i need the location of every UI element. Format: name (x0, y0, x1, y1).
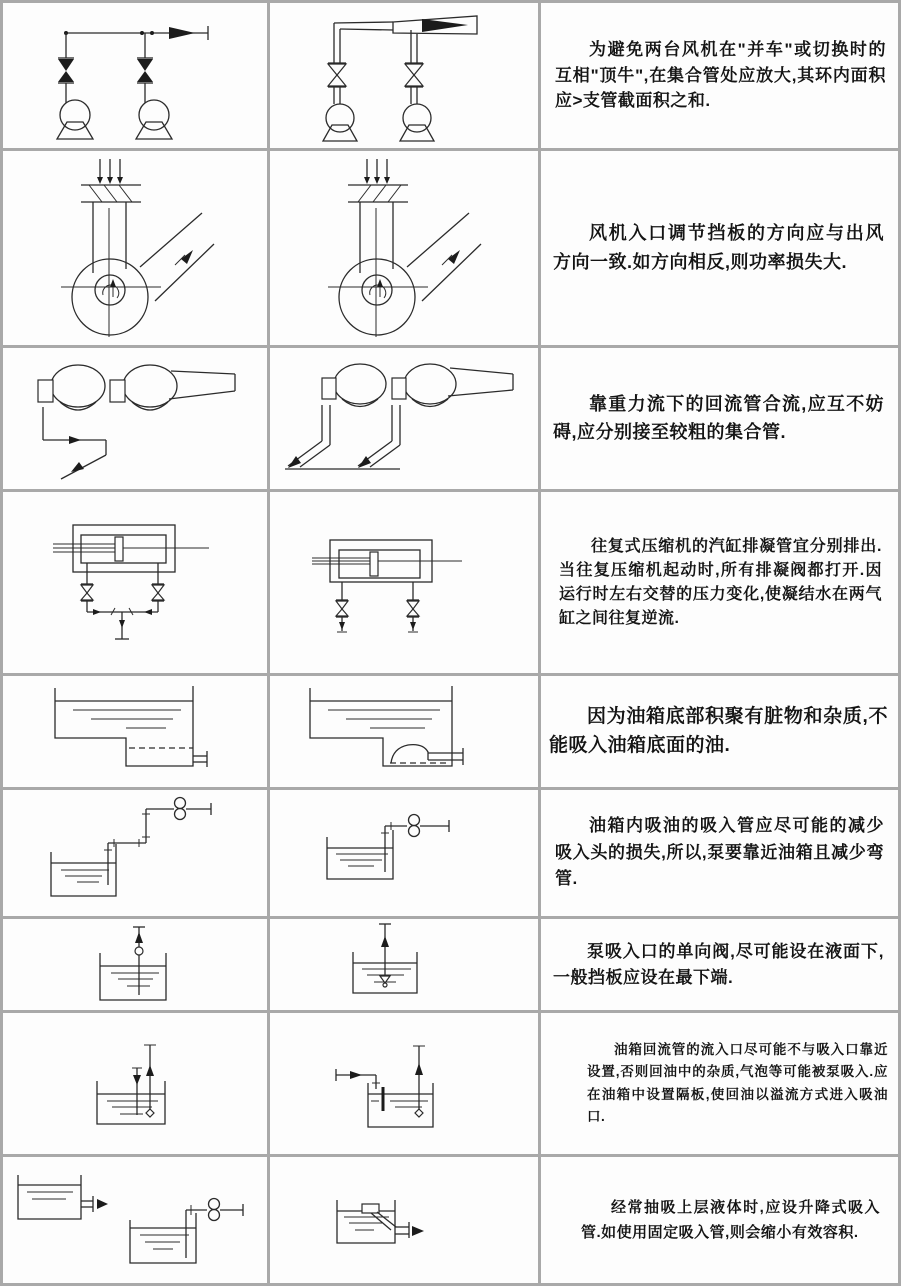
return-pipe (132, 1068, 142, 1115)
row8-left-diagram (3, 1013, 267, 1154)
two-fans-shared-header-drawing (3, 3, 267, 148)
baffle-overflow-drawing (270, 1013, 538, 1154)
inlet-arrows (364, 159, 390, 184)
flow-arrow-up (415, 1063, 423, 1075)
flow-arrow-up (135, 932, 143, 943)
suction-bell-icon (391, 745, 428, 763)
oil-tank-icon (97, 1081, 165, 1124)
drum-icon (322, 364, 386, 407)
row7-left-diagram (3, 919, 267, 1010)
flow-arrow-up (146, 1065, 154, 1076)
floating-suction-pipe (371, 1212, 396, 1230)
fan-volute-icon (339, 259, 415, 335)
fixed-suction-tanks-drawing (3, 1157, 267, 1283)
row6-right-diagram (270, 790, 538, 916)
pump-icon (209, 1199, 220, 1221)
oil-tank-icon (310, 686, 452, 766)
return-piping (43, 407, 106, 479)
flow-arrow-right (350, 1071, 362, 1079)
tapered-duct (448, 368, 513, 396)
oil-tank-icon (100, 953, 166, 1000)
row7-right-diagram (270, 919, 538, 1010)
row1-note-cell (541, 3, 898, 148)
oil-tank-icon (368, 1083, 433, 1127)
row5-note-cell (541, 676, 898, 787)
row1-left-diagram (3, 3, 267, 148)
fan-damper-wrong-drawing (3, 151, 267, 345)
fan-icon (400, 104, 434, 141)
suction-pipe (379, 924, 391, 987)
row6-note-cell (541, 790, 898, 916)
flow-arrow (69, 436, 81, 444)
fan-damper-right-drawing (270, 151, 538, 345)
drain-valve-icon (407, 582, 419, 632)
flow-arrow-right (422, 19, 468, 32)
cylinder-icon (312, 540, 462, 582)
row9-left-diagram (3, 1157, 267, 1283)
outlet-pipe (81, 1196, 108, 1212)
tank-suction-bell-drawing (270, 676, 538, 787)
short-suction-drawing (270, 790, 538, 916)
tank-bottom-suction-drawing (3, 676, 267, 787)
two-fans-enlarged-collector-drawing (270, 3, 538, 148)
outlet-pipe (395, 1222, 424, 1238)
note-text: 为避免两台风机在"并车"或切换时的互相"顶牛",在集合管处应放大,其环内面积应>支管截面积之和. (555, 40, 886, 111)
check-valve-icon (415, 1109, 423, 1117)
row2-note-cell (541, 151, 898, 345)
row5-left-diagram (3, 676, 267, 787)
pipe-pair-left (328, 23, 346, 104)
check-valve-icon (135, 947, 143, 955)
row6-left-diagram (3, 790, 267, 916)
note-text: 经常抽吸上层液体时,应设升降式吸入管.如使用固定吸入管,则会缩小有效容积. (581, 1198, 880, 1241)
damper-icon (348, 185, 408, 202)
row4-right-diagram (270, 492, 538, 673)
drum-icon (110, 365, 177, 410)
valve-icon (58, 33, 74, 103)
row5-right-diagram (270, 676, 538, 787)
note-text: 往复式压缩机的汽缸排凝管宜分别排出.当往复压缩机起动时,所有排凝阀都打开.因运行时左右交替的压力变化,使凝结水在两气缸之间往复逆流. (559, 537, 882, 627)
valve-icon (137, 33, 153, 103)
flow-arrow-right (97, 1199, 108, 1209)
check-valve-icon (146, 1109, 154, 1117)
flow-arrow-right (412, 1226, 424, 1236)
float-block (362, 1204, 379, 1213)
check-valve-above-level-drawing (3, 919, 267, 1010)
oil-tank-icon (327, 830, 393, 879)
outlet-duct (140, 213, 214, 301)
row4-left-diagram (3, 492, 267, 673)
note-text: 油箱内吸油的吸入管应尽可能的减少吸入头的损失,所以,泵要靠近油箱且减少弯管. (555, 816, 884, 889)
many-bends-suction-drawing (3, 790, 267, 916)
suction-pipe (133, 927, 145, 995)
oil-tank-icon (51, 844, 116, 896)
suction-piping (104, 809, 174, 885)
return-pipes-merged-drawing (3, 348, 267, 489)
row4-note-cell (541, 492, 898, 673)
drain-header (87, 608, 158, 639)
pump-icon (175, 798, 186, 820)
row3-note-cell (541, 348, 898, 489)
row8-right-diagram (270, 1013, 538, 1154)
row2-right-diagram (270, 151, 538, 345)
inlet-arrows (97, 159, 123, 184)
row3-left-diagram (3, 348, 267, 489)
flow-arrow-right (169, 27, 195, 39)
row9-right-diagram (270, 1157, 538, 1283)
row3-right-diagram (270, 348, 538, 489)
compressor-drains-separate-drawing (270, 492, 538, 673)
suction-pipe (144, 1045, 156, 1117)
note-text: 靠重力流下的回流管合流,应互不妨碍,应分别接至较粗的集合管. (553, 393, 884, 442)
row8-note-cell (541, 1013, 898, 1154)
return-near-suction-drawing (3, 1013, 267, 1154)
row9-note-cell (541, 1157, 898, 1283)
row2-left-diagram (3, 151, 267, 345)
suction-piping (381, 822, 407, 872)
enlarged-header (393, 16, 477, 34)
flow-arrow-up (381, 936, 389, 947)
return-pipe (336, 1069, 380, 1089)
pipe-pair-right (405, 30, 423, 104)
drum-icon (38, 365, 105, 410)
note-text: 泵吸入口的单向阀,尽可能设在液面下,一般挡板应设在最下端. (553, 942, 884, 987)
pump-icon (409, 815, 420, 837)
outlet-pipe (193, 751, 207, 767)
fan-icon (323, 104, 357, 141)
oil-tank-icon (55, 686, 193, 766)
note-text: 油箱回流管的流入口尽可能不与吸入口靠近设置,否则回油中的杂质,气泡等可能被泵吸入.应在油箱中设置隔板,使回油以溢流方式进入吸油口. (587, 1041, 888, 1124)
cylinder-icon (53, 525, 209, 572)
note-text: 因为油箱底部积聚有脏物和杂质,不能吸入油箱底面的油. (549, 706, 888, 756)
damper-icon (81, 185, 141, 202)
return-pipes-separate-drawing (270, 348, 538, 489)
tapered-duct (169, 371, 235, 399)
drum-icon (392, 364, 456, 407)
note-text: 风机入口调节挡板的方向应与出风方向一致.如方向相反,则功率损失大. (553, 223, 884, 272)
flow-arrow (71, 462, 84, 472)
check-valve-below-level-drawing (270, 919, 538, 1010)
drain-valve-icon (81, 563, 93, 612)
drain-valve-icon (152, 563, 164, 612)
upper-tank-icon (18, 1175, 81, 1219)
compressor-drains-joined-drawing (3, 492, 267, 673)
flow-arrow-down (133, 1075, 141, 1085)
fan-icon (57, 100, 93, 139)
fan-icon (136, 100, 172, 139)
suction-pipe (413, 1046, 425, 1117)
return-piping (285, 405, 400, 469)
floating-suction-drawing (270, 1157, 538, 1283)
row1-right-diagram (270, 3, 538, 148)
outlet-duct (407, 213, 481, 301)
fan-volute-icon (72, 259, 148, 335)
row7-note-cell (541, 919, 898, 1010)
drain-valve-icon (336, 582, 348, 632)
